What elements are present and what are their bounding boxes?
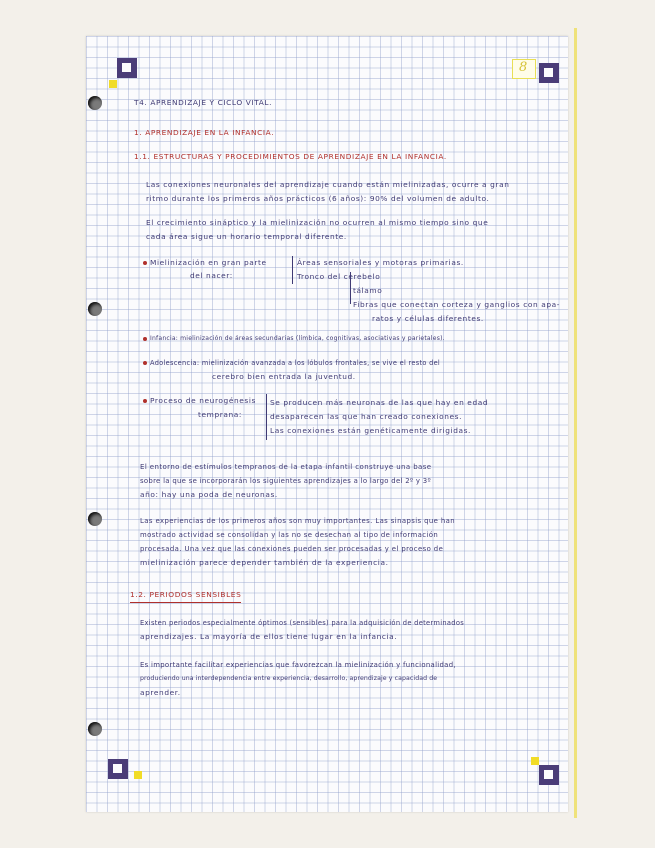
bullet-1-right-line-4: Fibras que conectan corteza y ganglios con apa- xyxy=(353,300,561,309)
corner-mark-top-left-icon xyxy=(117,58,137,78)
section-heading-1-2: 1.2. PERIODOS SENSIBLES xyxy=(130,588,241,603)
binder-hole-upper xyxy=(88,302,102,316)
corner-mark-bottom-left-icon xyxy=(108,759,128,779)
bullet-1-right-line-1: Áreas sensoriales y motoras primarias. xyxy=(297,258,464,267)
bullet-marker xyxy=(143,361,147,365)
para-5-line-2: aprendizajes. La mayoría de ellos tiene lugar en la infancia. xyxy=(140,632,398,641)
para-2-line-1: El crecimiento sináptico y la mielinización no ocurren al mismo tiempo sino que xyxy=(146,218,489,227)
para-1-line-2: ritmo durante los primeros años prácticos (6 años): 90% del volumen de adulto. xyxy=(146,194,490,203)
bullet-4-right-line-2: desaparecen las que han creado conexiones. xyxy=(270,412,463,421)
para-6-line-3: aprender. xyxy=(140,688,181,697)
brace-neurogenesis xyxy=(266,394,267,440)
bullet-3-line-1: Adolescencia: mielinización avanzada a los lóbulos frontales, se vive el resto del xyxy=(150,359,441,367)
bullet-1-left-line-1: Mielinización en gran parte xyxy=(150,258,267,267)
para-4-line-4: mielinización parece depender también de la experiencia. xyxy=(140,558,389,567)
bullet-1-right-line-5: ratos y células diferentes. xyxy=(372,314,484,323)
para-2-line-2: cada área sigue un horario temporal diferente. xyxy=(146,232,347,241)
bullet-2: Infancia: mielinización de áreas secundarias (límbica, cognitivas, asociativas y parietales). xyxy=(150,335,445,342)
para-1-line-1: Las conexiones neuronales del aprendizaje cuando están mielinizadas, ocurre a gran xyxy=(146,180,510,189)
bullet-3-line-2: cerebro bien entrada la juventud. xyxy=(212,372,356,381)
corner-mark-bottom-right-icon xyxy=(539,765,559,785)
bullet-1-right-line-2: Tronco del cerebelo xyxy=(297,272,381,281)
binder-hole-lower xyxy=(88,512,102,526)
yellow-edge xyxy=(574,28,577,818)
brace-outer xyxy=(292,256,293,284)
bullet-1-left-line-2: del nacer: xyxy=(190,271,233,280)
para-4-line-3: procesada. Una vez que las conexiones pueden ser procesadas y el proceso de xyxy=(140,545,444,553)
page-title: T4. APRENDIZAJE Y CICLO VITAL. xyxy=(134,98,273,107)
para-5-line-1: Existen periodos especialmente óptimos (sensibles) para la adquisición de determinados xyxy=(140,619,465,627)
para-3-line-2: sobre la que se incorporarán los siguientes aprendizajes a lo largo del 2º y 3º xyxy=(140,477,432,485)
para-3-line-3: año: hay una poda de neuronas. xyxy=(140,490,278,499)
para-3-line-1: El entorno de estímulos tempranos de la etapa infantil construye una base xyxy=(140,463,432,471)
section-heading-1-1: 1.1. ESTRUCTURAS Y PROCEDIMIENTOS DE APRENDIZAJE EN LA INFANCIA. xyxy=(134,152,447,161)
bullet-4-right-line-3: Las conexiones están genéticamente dirigidas. xyxy=(270,426,472,435)
binder-hole-top xyxy=(88,96,102,110)
binder-hole-bottom xyxy=(88,722,102,736)
section-heading-1: 1. APRENDIZAJE EN LA INFANCIA. xyxy=(134,128,275,137)
bullet-marker xyxy=(143,399,147,403)
page-number: 8 xyxy=(519,60,528,75)
bullet-4-right-line-1: Se producen más neuronas de las que hay en edad xyxy=(270,398,489,407)
para-6-line-1: Es importante facilitar experiencias que favorezcan la mielinización y funcionalidad, xyxy=(140,661,456,669)
bullet-marker xyxy=(143,337,147,341)
bullet-1-right-line-3: tálamo xyxy=(353,286,383,295)
para-6-line-2: produciendo una interdependencia entre experiencia, desarrollo, aprendizaje y capacidad de xyxy=(140,675,438,682)
bullet-4-left-line-2: temprana: xyxy=(198,410,243,419)
bullet-4-left-line-1: Proceso de neurogénesis xyxy=(150,396,256,405)
brace-inner xyxy=(350,272,351,304)
para-4-line-1: Las experiencias de los primeros años son muy importantes. Las sinapsis que han xyxy=(140,517,456,525)
corner-mark-top-right-icon xyxy=(539,63,559,83)
bullet-marker xyxy=(143,261,147,265)
para-4-line-2: mostrado actividad se consolidan y las no se desechan al tipo de información xyxy=(140,531,439,539)
